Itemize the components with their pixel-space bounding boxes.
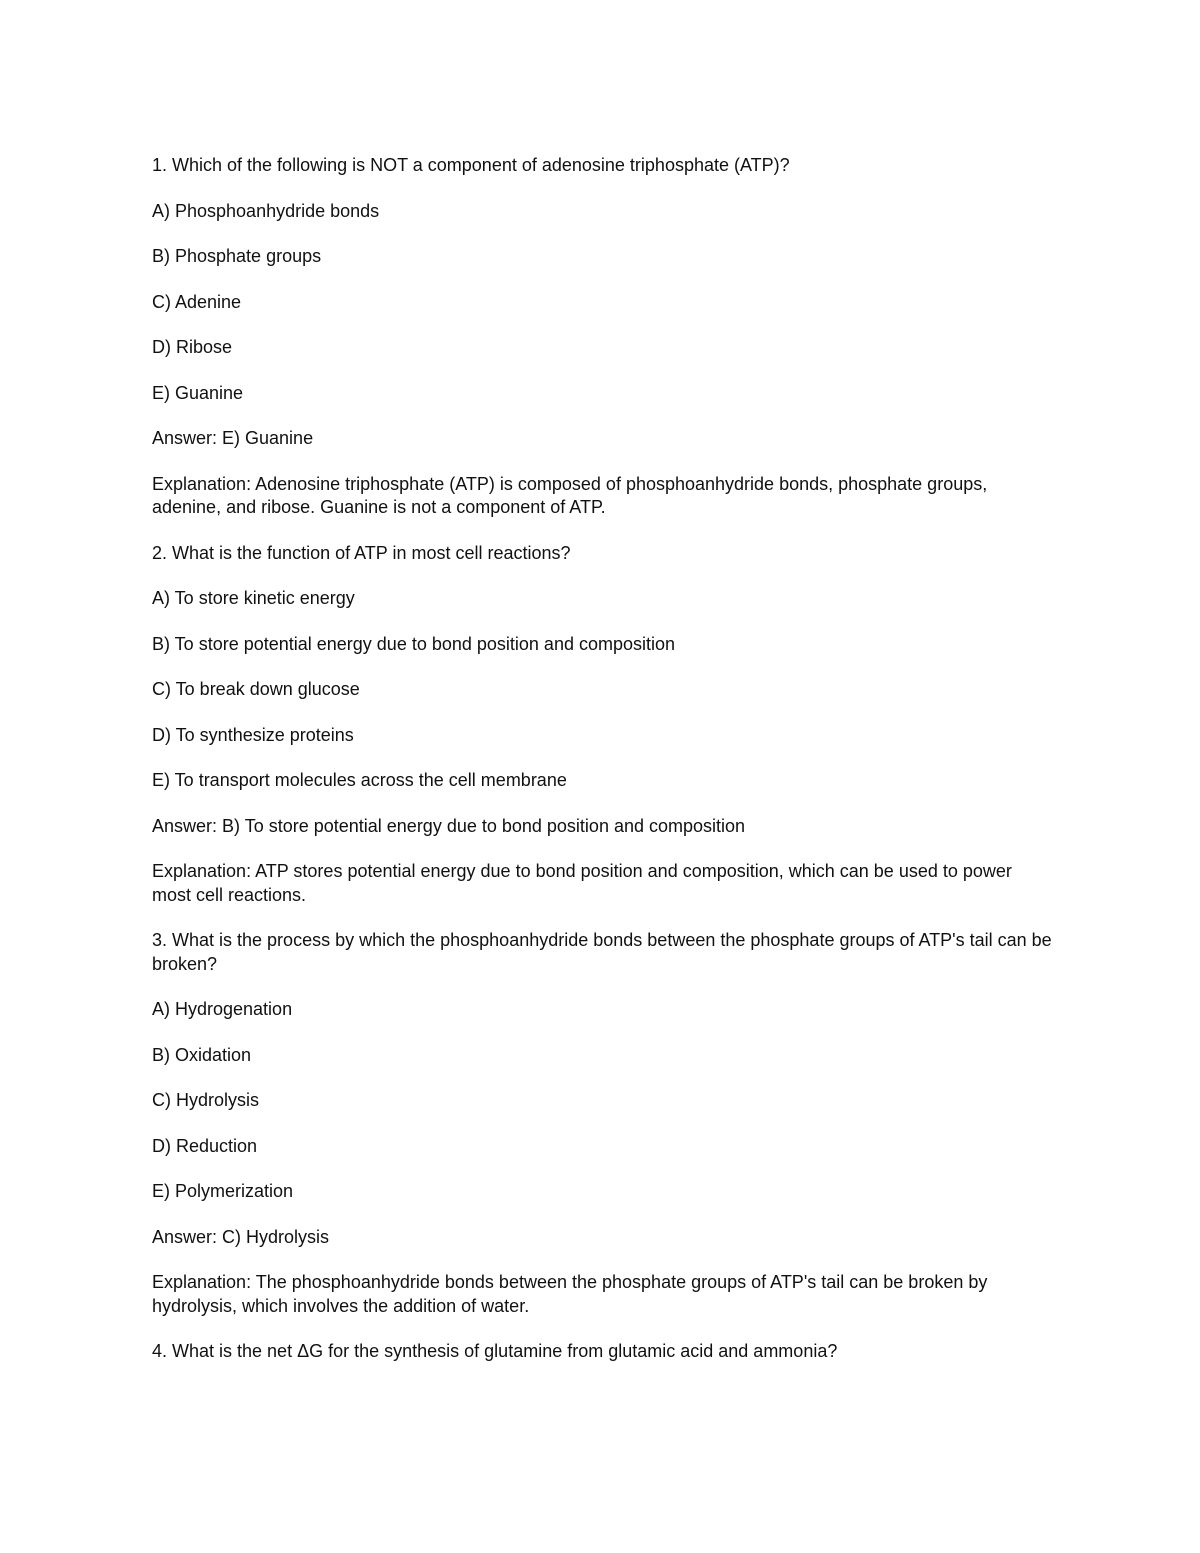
option-c: C) To break down glucose [152,679,360,699]
question-prompt: 1. Which of the following is NOT a component of adenosine triphosphate (ATP)? [152,155,790,175]
answer: Answer: B) To store potential energy due to bond position and composition [152,815,746,836]
answer: Answer: C) Hydrolysis [152,1226,330,1247]
document-page [152,154,1052,1386]
option-d: D) Reduction [152,1135,258,1156]
question-prompt: 3. What is the process by which the phosphoanhydride bonds between the phosphate groups of ATP's tail can be broken? [152,930,1052,974]
explanation: Explanation: The phosphoanhydride bonds between the phosphate groups of ATP's tail can be broken by hydrolysis, which involves the addition of water. [152,1272,988,1316]
option-d: D) Ribose [152,337,233,357]
explanation: Explanation: ATP stores potential energy due to bond position and composition, which can be used to power most cell reactions. [152,861,1012,905]
option-a: A) Hydrogenation [152,999,293,1019]
option-b: B) Oxidation [152,1044,252,1065]
question-2 [152,542,1052,908]
option-b: B) To store potential energy due to bond position and composition [152,633,676,654]
option-e: E) Guanine [152,382,244,403]
option-b: B) Phosphate groups [152,246,322,266]
explanation: Explanation: Adenosine triphosphate (ATP) is composed of phosphoanhydride bonds, phosphate groups, adenine, and ribose. Guanine is not a component of ATP. [152,473,988,517]
question-4 [152,1340,1052,1364]
option-e: E) To transport molecules across the cell membrane [152,770,567,790]
option-c: C) Hydrolysis [152,1090,260,1110]
option-c: C) Adenine [152,291,242,312]
option-e: E) Polymerization [152,1181,294,1201]
question-3 [152,929,1052,1318]
question-prompt: 4. What is the net ΔG for the synthesis of glutamine from glutamic acid and ammonia? [152,1341,838,1361]
question-1 [152,154,1052,520]
answer: Answer: E) Guanine [152,428,314,448]
option-d: D) To synthesize proteins [152,724,354,745]
option-a: A) Phosphoanhydride bonds [152,200,380,221]
question-prompt: 2. What is the function of ATP in most cell reactions? [152,542,571,563]
option-a: A) To store kinetic energy [152,588,355,608]
